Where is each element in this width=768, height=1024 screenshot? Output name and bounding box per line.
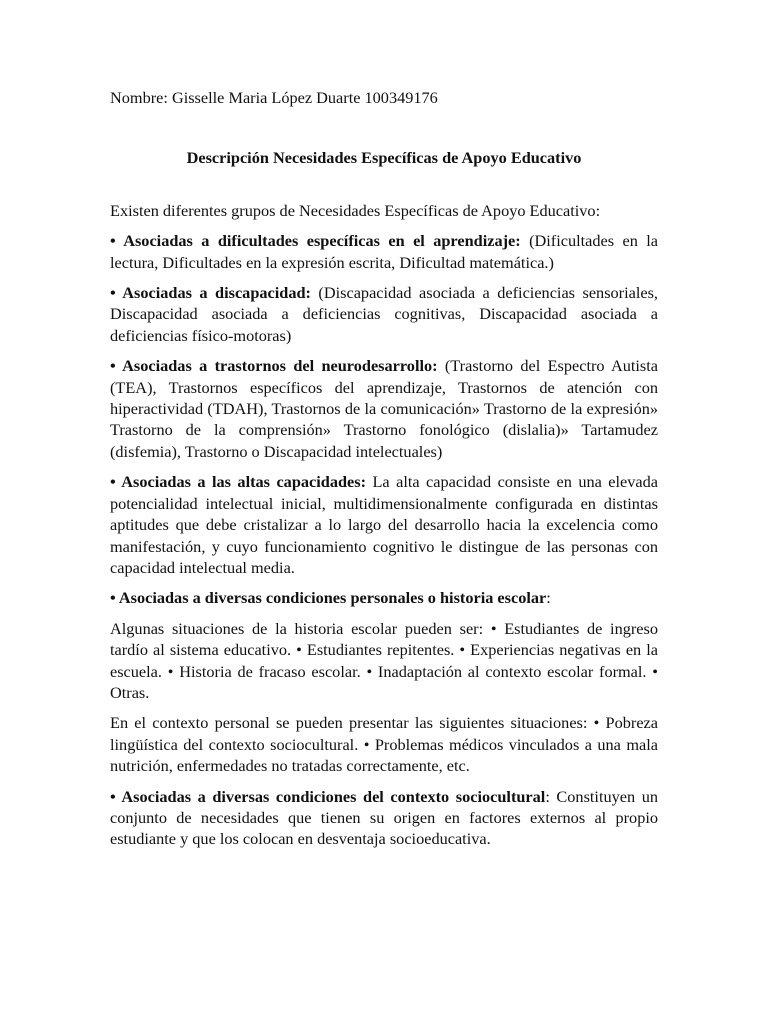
personal-context-paragraph: En el contexto personal se pueden presentar las siguientes situaciones: • Pobreza lingüística del contexto sociocultural. • Problemas médicos vinculados a una mala nutrición, enfermedades no tratadas correctamente, etc.: [110, 713, 658, 776]
section-text: (Discapacidad asociada a deficiencias sensoriales, Discapacidad asociada a deficiencias cognitivas, Discapacidad asociada a deficiencias físico-motoras): [110, 283, 658, 345]
section-heading: • Asociadas a diversas condiciones personales o historia escolar: [110, 588, 547, 608]
document-title: Descripción Necesidades Específicas de Apoyo Educativo: [186, 148, 582, 168]
document-body: [110, 87, 658, 850]
section-text: : Constituyen un conjunto de necesidades que tienen su origen en factores externos al propio estudiante y que los colocan en desventaja socioeducativa.: [110, 786, 658, 849]
student-name-line: Nombre: Gisselle Maria López Duarte 100349176: [110, 88, 438, 107]
school-history-paragraph: Algunas situaciones de la historia escolar pueden ser: • Estudiantes de ingreso tardío al sistema educativo. • Estudiantes repitentes. • Experiencias negativas en la escuela. • Historia de fracaso escolar. • Inadaptación al contexto escolar formal. • Otras.: [110, 618, 658, 702]
section-heading: • Asociadas a trastornos del neurodesarrollo:: [110, 356, 438, 376]
section-sociocultural: [110, 786, 658, 850]
section-heading: • Asociadas a dificultades específicas en el aprendizaje:: [110, 231, 521, 251]
section-text: (Dificultades en la lectura, Dificultades en la expresión escrita, Dificultad matemática.): [110, 231, 659, 272]
section-heading: • Asociadas a discapacidad:: [110, 283, 311, 303]
section-learning-difficulties: [110, 230, 658, 273]
section-neurodevelopment: [110, 355, 658, 462]
section-text: :: [546, 588, 551, 608]
section-disability: [110, 282, 658, 346]
section-heading: • Asociadas a diversas condiciones del contexto sociocultural: [110, 786, 546, 806]
intro-paragraph: Existen diferentes grupos de Necesidades Específicas de Apoyo Educativo:: [110, 200, 601, 220]
section-text: La alta capacidad consiste en una elevada potencialidad intelectual inicial, multidimensionalmente configurada en distintas aptitudes que debe cristalizar a lo largo del desarrollo hacia la excelencia como manifestación, y cuyo funcionamiento cognitivo le distingue de las personas con capacidad intelectual media.: [110, 472, 658, 577]
section-text: (Trastorno del Espectro Autista (TEA), Trastornos específicos del aprendizaje, Trastornos de atención con hiperactividad (TDAH), Trastornos de la comunicación» Trastorno de la expresión» Trastorno de la comprensión» Trastorno fonológico (dislalia)» Tartamudez (disfemia), Trastorno o Discapacidad intelectuales): [110, 356, 658, 461]
section-high-abilities: [110, 471, 658, 578]
section-personal-conditions: [110, 587, 658, 608]
section-heading: • Asociadas a las altas capacidades:: [110, 472, 366, 492]
